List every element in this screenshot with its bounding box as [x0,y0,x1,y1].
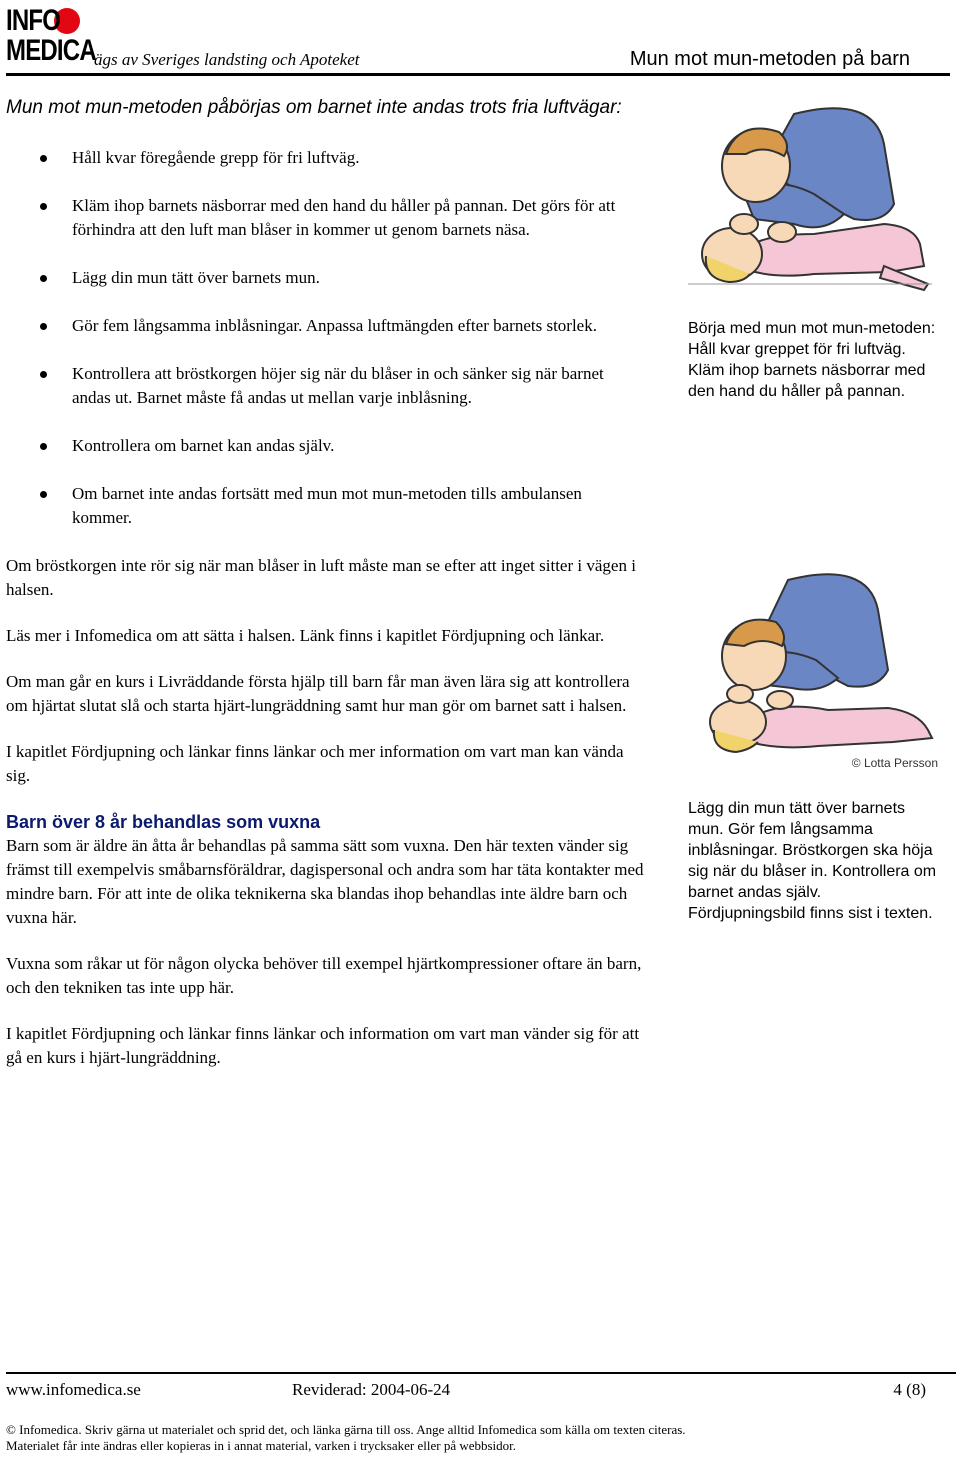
paragraph: Vuxna som råkar ut för någon olycka behöver till exempel hjärtkompressioner oftare än barn, och den tekniken tas inte upp här. [6,954,642,997]
section-body: Barn som är äldre än åtta år behandlas på samma sätt som vuxna. Den här texten vänder sig främst till exempelvis småbarnsföräldrar, dagispersonal och andra som har täta kontakter med mindre barn. För att inte de olika teknikerna ska blandas ihop behandlas inte äldre barn och vuxna här. [6,836,644,927]
bullet-icon [40,203,47,210]
copyright-line-1: © Infomedica. Skriv gärna ut materialet och sprid det, och länka gärna till oss. Ange alltid Infomedica som källa om texten citeras. [6,1422,686,1437]
rescue-breathing-illustration-1 [684,84,934,294]
intro-text: Mun mot mun-metoden påbörjas om barnet inte andas trots fria luftvägar: [6,97,622,118]
logo-text-top: INFO [6,4,61,37]
list-item: Lägg din mun tätt över barnets mun. [6,266,646,290]
paragraph: Läs mer i Infomedica om att sätta i halsen. Länk finns i kapitlet Fördjupning och länkar. [6,626,605,645]
document-title: Mun mot mun-metoden på barn [629,48,910,70]
footer-url: www.infomedica.se [6,1380,141,1399]
paragraph: I kapitlet Fördjupning och länkar finns länkar och mer information om vart man kan vända sig. [6,742,624,785]
figure-caption-2: Lägg din mun tätt över barnets mun. Gör fem långsamma inblåsningar. Bröstkorgen ska höja sig när du blåser in. Kontrollera om barnet andas själv. Fördjupningsbild finns sist i texten. [688,800,937,922]
copyright-notice [6,1422,946,1454]
bullet-icon [40,371,47,378]
bullet-icon [40,275,47,282]
copyright-line-2: Materialet får inte ändras eller kopieras in i annat material, varken i trycksaker eller på webbsidor. [6,1438,517,1453]
rescue-breathing-figure-2 [688,560,938,770]
bullet-icon [40,323,47,330]
paragraph: Om bröstkorgen inte rör sig när man blåser in luft måste man se efter att inget sitter i vägen i halsen. [6,556,636,599]
revision-date: Reviderad: 2004-06-24 [292,1380,451,1399]
bullet-icon [40,491,47,498]
section-heading: Barn över 8 år behandlas som vuxna [6,812,321,832]
paragraph: Om man går en kurs i Livräddande första hjälp till barn får man även lära sig att kontrollera om hjärtat slutat slå och starta hjärt-lungräddning samt hur man gör om barnet satt i halsen. [6,672,630,715]
list-item: Håll kvar föregående grepp för fri luftväg. [6,146,646,170]
bullet-icon [40,443,47,450]
bullet-icon [40,155,47,162]
main-content [6,96,646,1092]
list-item: Om barnet inte andas fortsätt med mun mot mun-metoden tills ambulansen kommer. [6,482,646,530]
page-header [6,6,950,76]
rescue-breathing-illustration-2 [688,560,938,770]
figure-caption-1: Börja med mun mot mun-metoden: Håll kvar greppet för fri luftväg. Kläm ihop barnets näsborrar med den hand du håller på pannan. [688,320,936,400]
steps-list [6,146,646,530]
paragraph: I kapitlet Fördjupning och länkar finns länkar och information om vart man vänder sig för att gå en kurs i hjärt-lungräddning. [6,1024,640,1067]
logo-text-bottom: MEDICA [6,34,96,67]
header-divider [6,73,950,76]
infomedica-logo [6,4,96,68]
list-item: Gör fem långsamma inblåsningar. Anpassa luftmängden efter barnets storlek. [6,314,646,338]
header-tagline: ägs av Sveriges landsting och Apoteket [94,50,360,69]
illustration-credit: © Lotta Persson [851,756,938,770]
list-item: Kläm ihop barnets näsborrar med den hand du håller på pannan. Det görs för att förhindra att den luft man blåser in kommer ut genom barnets näsa. [6,194,646,242]
list-item: Kontrollera att bröstkorgen höjer sig när du blåser in och sänker sig när barnet andas ut. Barnet måste få andas ut mellan varje inblåsning. [6,362,646,410]
page-number: 4 (8) [893,1380,926,1399]
list-item: Kontrollera om barnet kan andas själv. [6,434,646,458]
footer-divider [6,1372,956,1374]
